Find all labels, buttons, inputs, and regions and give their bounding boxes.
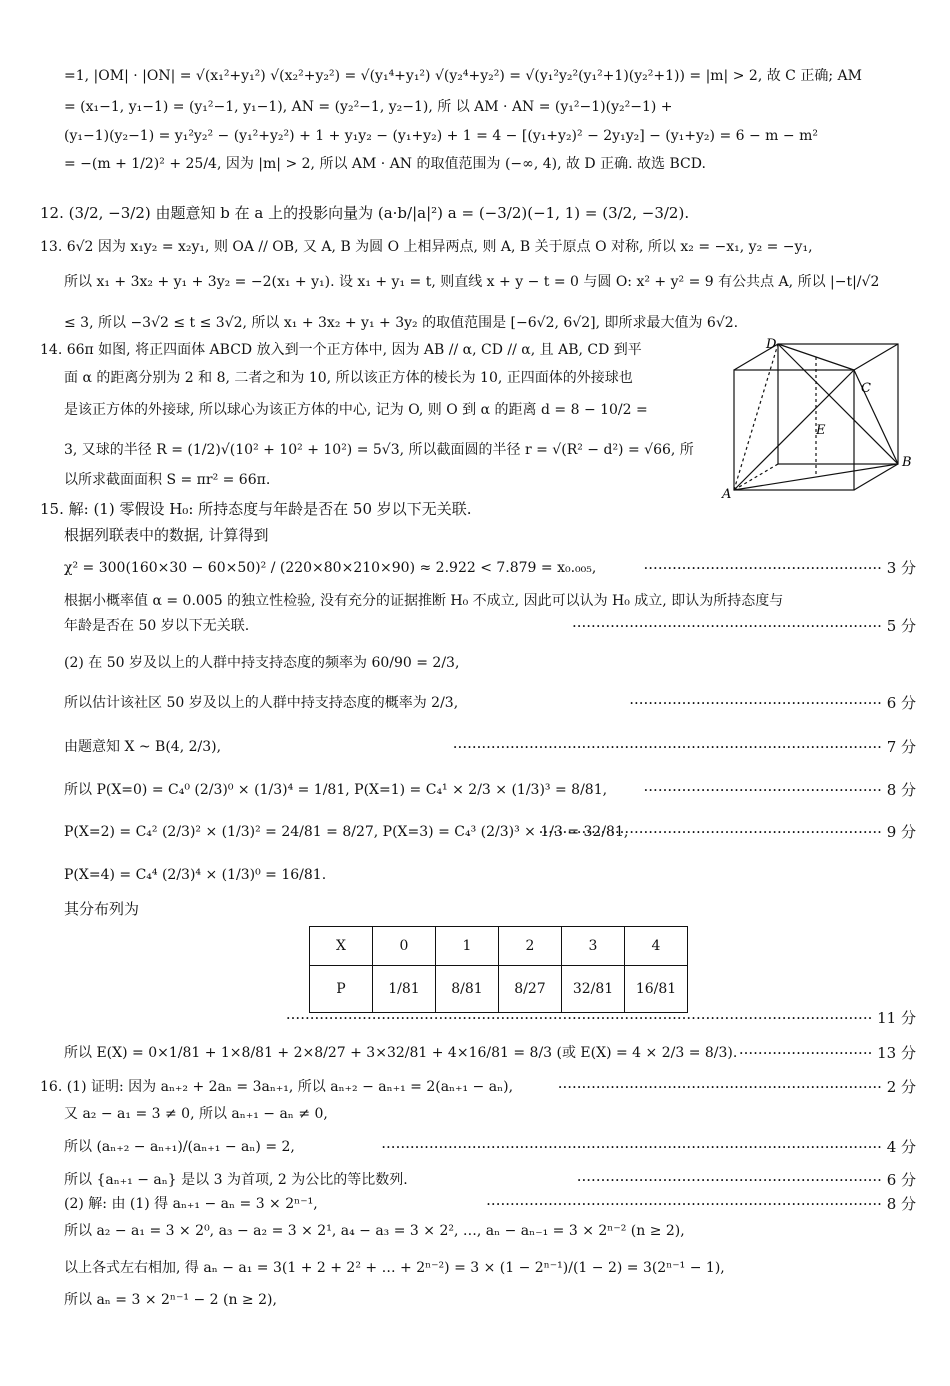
line-16-b: 又 a₂ − a₁ = 3 ≠ 0, 所以 aₙ₊₁ − aₙ ≠ 0,	[64, 1106, 328, 1122]
line-11-c: (y₁−1)(y₂−1) = y₁²y₂² − (y₁²+y₂²) + 1 + y₁y₂ − (y₁+y₂) + 1 = 4 − [(y₁+y₂)² − 2y₁y₂] − (y₁+y₂) = 6 − m − m²	[64, 128, 818, 144]
line-15-f: (2) 在 50 岁及以上的人群中持支持态度的频率为 60/90 = 2/3,	[64, 655, 460, 671]
table-header-4: 4	[625, 927, 688, 966]
label-c: C	[861, 381, 871, 396]
line-14-e: 以所求截面面积 S = πr² = 66π.	[64, 472, 271, 488]
table-cell: 8/27	[499, 966, 562, 1013]
table-header-2: 2	[499, 927, 562, 966]
line-15-g: 所以估计该社区 50 岁及以上的人群中持支持态度的概率为 2/3,	[64, 695, 459, 711]
line-15-h: 由题意知 X ~ B(4, 2/3),	[64, 739, 222, 755]
cube-tetrahedron-figure	[718, 334, 918, 500]
score-9: ········································································ 9 分	[538, 823, 916, 841]
table-cell: 8/81	[436, 966, 499, 1013]
line-15-c: χ² = 300(160×30 − 60×50)² / (220×80×210×90) ≈ 2.922 < 7.879 = x₀.₀₀₅,	[64, 560, 597, 576]
table-row-label: P	[310, 966, 373, 1013]
line-15-j: P(X=2) = C₄² (2/3)² × (1/3)² = 24/81 = 8/27, P(X=3) = C₄³ (2/3)³ × 1/3 = 32/81,	[64, 824, 629, 840]
line-16-c: 所以 (aₙ₊₂ − aₙ₊₁)/(aₙ₊₁ − aₙ) = 2,	[64, 1139, 295, 1155]
score-2: ···································································· 2 分	[557, 1078, 916, 1096]
line-15-d: 根据小概率值 α = 0.005 的独立性检验, 没有充分的证据推断 H₀ 不成立, 因此可以认为 H₀ 成立, 即认为所持态度与	[64, 593, 784, 609]
label-a: A	[722, 487, 732, 500]
table-header-x: X	[310, 927, 373, 966]
line-16-d: 所以 {aₙ₊₁ − aₙ} 是以 3 为首项, 2 为公比的等比数列.	[64, 1172, 408, 1188]
table-header-1: 1	[436, 927, 499, 966]
line-15-l: 其分布列为	[64, 900, 140, 918]
line-16-a: 16. (1) 证明: 因为 aₙ₊₂ + 2aₙ = 3aₙ₊₁, 所以 aₙ₊₂ − aₙ₊₁ = 2(aₙ₊₁ − aₙ),	[40, 1079, 514, 1095]
line-13-c: ≤ 3, 所以 −3√2 ≤ t ≤ 3√2, 所以 x₁ + 3x₂ + y₁ + 3y₂ 的取值范围是 [−6√2, 6√2], 即所求最大值为 6√2.	[64, 315, 739, 331]
table-cell: 16/81	[625, 966, 688, 1013]
table-header-0: 0	[373, 927, 436, 966]
table-cell: 32/81	[562, 966, 625, 1013]
score-11: ··························································································································· 11 分	[285, 1009, 916, 1027]
line-14-b: 面 α 的距离分别为 2 和 8, 二者之和为 10, 所以该正方体的棱长为 10, 正四面体的外接球也	[64, 370, 633, 386]
score-6: ····················································· 6 分	[629, 694, 916, 712]
line-11-a: =1, |OM| · |ON| = √(x₁²+y₁²) √(x₂²+y₂²) = √(y₁⁴+y₁²) √(y₂⁴+y₂²) = √(y₁²y₂²(y₁²+1)(y₂²+1)) = |m| > 2, 故 C 正确; AM	[64, 68, 862, 84]
line-15-e: 年龄是否在 50 岁以下无关联.	[64, 618, 250, 634]
score-13: ···························· 13 分	[738, 1044, 916, 1062]
label-b: B	[902, 455, 912, 470]
distribution-table	[309, 926, 688, 1013]
table-cell: 1/81	[373, 966, 436, 1013]
line-16-h: 所以 aₙ = 3 × 2ⁿ⁻¹ − 2 (n ≥ 2),	[64, 1292, 277, 1308]
label-d: D	[766, 337, 777, 352]
line-15-i: 所以 P(X=0) = C₄⁰ (2/3)⁰ × (1/3)⁴ = 1/81, P(X=1) = C₄¹ × 2/3 × (1/3)³ = 8/81,	[64, 782, 608, 798]
score-7: ·························································································· 7 分	[452, 738, 916, 756]
line-16-g: 以上各式左右相加, 得 aₙ − a₁ = 3(1 + 2 + 2² + … + 2ⁿ⁻²) = 3 × (1 − 2ⁿ⁻¹)/(1 − 2) = 3(2ⁿ⁻¹ − 1),	[64, 1260, 725, 1276]
label-e: E	[816, 423, 826, 438]
line-16-f: 所以 a₂ − a₁ = 3 × 2⁰, a₃ − a₂ = 3 × 2¹, a₄ − a₃ = 3 × 2², …, aₙ − aₙ₋₁ = 3 × 2ⁿ⁻² (n ≥ 2),	[64, 1223, 685, 1239]
edge-db	[778, 344, 898, 464]
line-12: 12. (3/2, −3/2) 由题意知 b 在 a 上的投影向量为 (a·b/|a|²) a = (−3/2)(−1, 1) = (3/2, −3/2).	[40, 204, 690, 222]
table-header-3: 3	[562, 927, 625, 966]
score-8b: ··················································································· 8 分	[486, 1195, 916, 1213]
line-11-d: = −(m + 1/2)² + 25/4, 因为 |m| > 2, 所以 AM · AN 的取值范围为 (−∞, 4), 故 D 正确. 故选 BCD.	[64, 156, 706, 172]
line-13-b: 所以 x₁ + 3x₂ + y₁ + 3y₂ = −2(x₁ + y₁). 设 x₁ + y₁ = t, 则直线 x + y − t = 0 与圆 O: x² + y² = 9 有公共点 A, 所以 |−t|/√2	[64, 274, 880, 290]
line-14-d: 3, 又球的半径 R = (1/2)√(10² + 10² + 10²) = 5√3, 所以截面圆的半径 r = √(R² − d²) = √66, 所	[64, 442, 694, 458]
score-8: ·················································· 8 分	[643, 781, 916, 799]
score-4: ········································································································· 4 分	[381, 1138, 916, 1156]
score-5: ································································· 5 分	[571, 617, 916, 635]
line-16-e: (2) 解: 由 (1) 得 aₙ₊₁ − aₙ = 3 × 2ⁿ⁻¹,	[64, 1196, 318, 1212]
line-13-a: 13. 6√2 因为 x₁y₂ = x₂y₁, 则 OA // OB, 又 A, B 为圆 O 上相异两点, 则 A, B 关于原点 O 对称, 所以 x₂ = −x₁, y₂ = −y₁,	[40, 239, 813, 255]
line-15-k: P(X=4) = C₄⁴ (2/3)⁴ × (1/3)⁰ = 16/81.	[64, 867, 327, 883]
line-14-c: 是该正方体的外接球, 所以球心为该正方体的中心, 记为 O, 则 O 到 α 的距离 d = 8 − 10/2 =	[64, 402, 648, 418]
line-15-m: 所以 E(X) = 0×1/81 + 1×8/81 + 2×8/27 + 3×32/81 + 4×16/81 = 8/3 (或 E(X) = 4 × 2/3 = 8/3).	[64, 1045, 738, 1061]
line-11-b: = (x₁−1, y₁−1) = (y₁²−1, y₁−1), AN = (y₂²−1, y₂−1), 所 以 AM · AN = (y₁²−1)(y₂²−1) +	[64, 99, 673, 115]
line-15-a: 15. 解: (1) 零假设 H₀: 所持态度与年龄是否在 50 岁以下无关联.	[40, 500, 472, 518]
score-3: ·················································· 3 分	[643, 559, 916, 577]
line-14-a: 14. 66π 如图, 将正四面体 ABCD 放入到一个正方体中, 因为 AB // α, CD // α, 且 AB, CD 到平	[40, 342, 642, 358]
score-6b: ································································ 6 分	[576, 1171, 916, 1189]
line-15-b: 根据列联表中的数据, 计算得到	[64, 526, 269, 544]
